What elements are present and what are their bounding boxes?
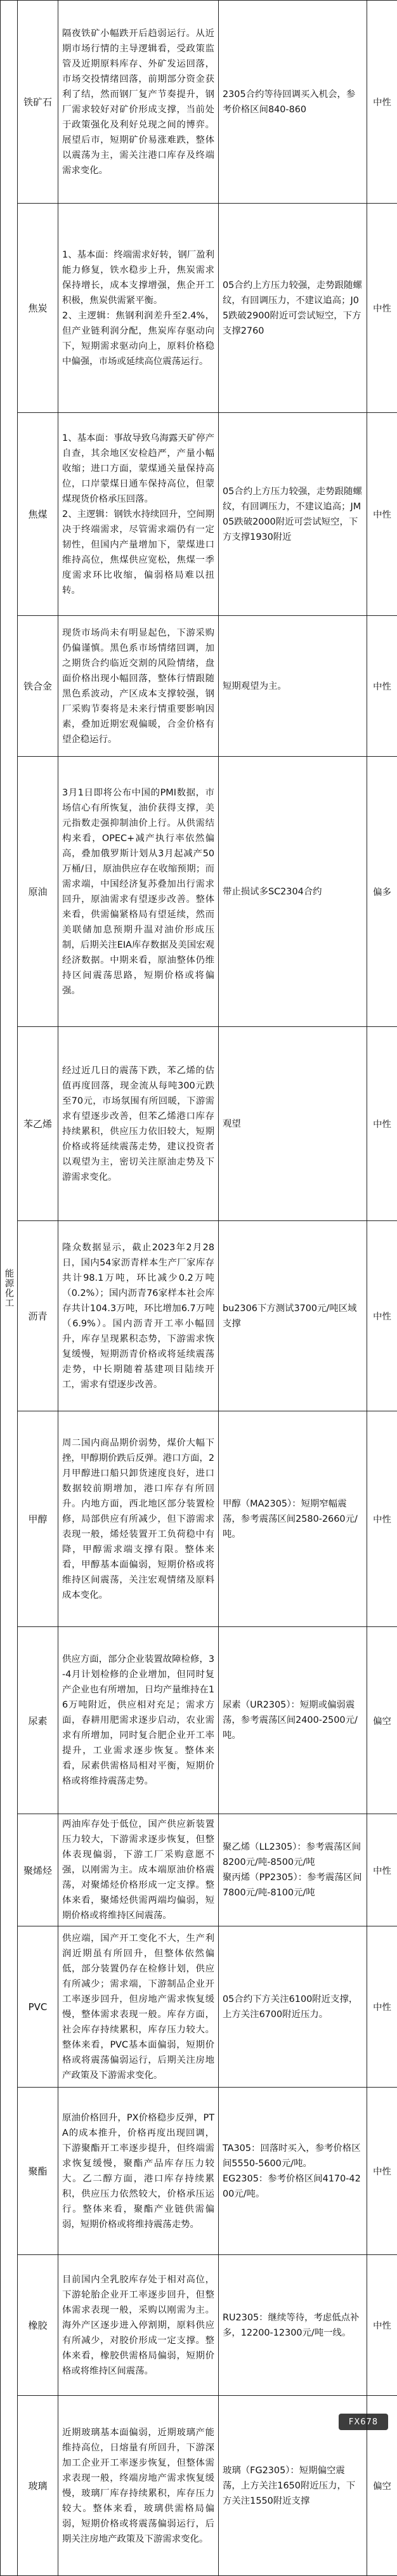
trend-rating: 偏空 — [367, 1627, 397, 1814]
product-name: 聚烯烃 — [18, 1814, 58, 1926]
trend-rating: 中性 — [367, 1, 397, 204]
table-row — [1, 757, 397, 1027]
trend-rating: 中性 — [367, 1027, 397, 1221]
analysis-paragraph: 周二国内商品期价弱势，煤价大幅下挫，甲醇期价跌后反弹。港口方面，2月甲醇进口船只卸货速度良好，进口数据较前期增加，港口库存有所回升。内地方面，西北地区部分装置检修，局部供应有所减少，但下游需求表现一般，烯烃装置开工负荷稳中有降，甲醇需求端支撑有限。整体来看，甲醇基本面偏弱，短期价格或将维持区间震荡，关注宏观情绪及原料成本变化。 — [62, 1435, 214, 1603]
table-row — [1, 2396, 397, 2576]
trend-rating: 中性 — [367, 413, 397, 616]
product-name: 沥青 — [18, 1221, 58, 1411]
strategy-table-body — [1, 1, 397, 2576]
table-row — [1, 1926, 397, 2088]
strategy-paragraph: 05合约下方关注6100附近支撑，上方关注6700附近压力。 — [223, 1992, 363, 2022]
trend-rating: 偏多 — [367, 757, 397, 1027]
market-analysis-cell — [58, 1221, 219, 1411]
strategy-view-cell — [219, 1, 367, 204]
table-row — [1, 1027, 397, 1221]
analysis-paragraph: 经过近几日的震荡下跌，苯乙烯的估值再度回落，现金流从每吨300元跌至70元，市场氛围有所回暖，下游需求有望逐步改善，但苯乙烯港口库存持续累积，供应压力依旧较大，短期价格或将延续震荡走势，建议投资者以观望为主，密切关注原油走势及下游需求变化。 — [62, 1063, 214, 1185]
strategy-view-cell — [219, 2088, 367, 2255]
analysis-paragraph: 两油库存处于低位，国产供应新装置压力较大，下游需求逐步恢复，但整体表现偏弱，下游工厂采购意愿不强，以刚需为主。成本端原油价格震荡，对聚烯烃价格形成一定支撑。整体来看，聚烯烃供需两端均偏弱，短期价格或将维持区间震荡。 — [62, 1817, 214, 1923]
product-name: 焦炭 — [18, 204, 58, 413]
analysis-paragraph: 隔夜铁矿小幅跌开后趋弱运行。从近期市场行情的主导逻辑看，受政策监管及近期原料库存、外矿发运回落，市场交投情绪回落，前期部分资金获利了结，然而钢厂复产节奏提升，钢厂需求较好对矿价形成支撑，当前处于政策强化及利好兑现之间的博弈。展望后市，短期矿价易涨难跌，整体以震荡为主，需关注港口库存及终端需求变化。 — [62, 26, 214, 178]
table-row — [1, 1221, 397, 1411]
table-row — [1, 2088, 397, 2255]
product-name: 原油 — [18, 757, 58, 1027]
trend-rating: 中性 — [367, 1411, 397, 1627]
analysis-paragraph: 2、主逻辑：钢铁水持续回升，空间期决于终端需求，尽管需求端仍有一定韧性，但国内产量增加下，蒙煤进口维持高位，焦煤供应宽松，焦煤一季度需求环比收缩，偏弱格局难以扭转。 — [62, 507, 214, 598]
strategy-paragraph: 甲醇（MA2305）：短期窄幅震荡，参考震荡区间2580-2660元/吨。 — [223, 1496, 363, 1542]
market-analysis-cell — [58, 1, 219, 204]
watermark-logo: FX678 — [339, 2414, 388, 2430]
table-row — [1, 616, 397, 757]
strategy-paragraph: 尿素（UR2305）：短期或偏弱震荡，参考震荡区间2400-2500元/吨。 — [223, 1697, 363, 1743]
table-row — [1, 413, 397, 616]
market-analysis-cell — [58, 2088, 219, 2255]
trend-rating: 中性 — [367, 2088, 397, 2255]
table-row — [1, 1627, 397, 1814]
strategy-paragraph: bu2306下方测试3700元/吨区域支撑 — [223, 1301, 363, 1331]
strategy-paragraph: 带止损试多SC2304合约 — [223, 884, 363, 899]
strategy-paragraph: 观望 — [223, 1116, 363, 1132]
sector-label: 能源化工 — [3, 1269, 16, 1308]
strategy-paragraph: RU2305：继续等待，考虑低点补多，12200-12300元/吨一线。 — [223, 2310, 363, 2341]
table-row — [1, 1814, 397, 1926]
product-name: 铁矿石 — [18, 1, 58, 204]
product-name: 尿素 — [18, 1627, 58, 1814]
sector-cell — [1, 1, 18, 2576]
strategy-view-cell — [219, 1627, 367, 1814]
market-analysis-cell — [58, 2396, 219, 2576]
table-row — [1, 2255, 397, 2396]
analysis-paragraph: 3月1日即将公布中国的PMI数据，市场信心有所恢复，油价获得支撑，美元指数走强抑制油价上行。从供需结构来看，OPEC+减产执行率依然偏高，叠加俄罗斯计划从3月起减产50万桶/日，原油供应存在收缩预期；而需求端，中国经济复苏叠加出行需求回升，原油需求有望逐步改善。整体来看，供需偏紧格局有望延续，然而美联储加息预期升温对油价形成压制，后期关注EIA库存数据及美国宏观经济数据。中期来看，原油整体仍维持区间震荡思路，短期价格或将偏强。 — [62, 785, 214, 998]
strategy-view-cell — [219, 757, 367, 1027]
product-name: PVC — [18, 1926, 58, 2088]
strategy-paragraph: 2305合约等待回调买入机会，参考价格区间840-860 — [223, 87, 363, 117]
strategy-view-cell — [219, 1027, 367, 1221]
analysis-paragraph: 隆众数据显示，截止2023年2月28日，国内54家沥青样本生产厂家库存共计98.1万吨，环比减少0.2万吨（0.2%）；国内沥青76家样本社会库存共计104.3万吨，环比增加6.7万吨（6.9%）。国内沥青开工率小幅回升，库存呈现累积态势，下游需求恢复缓慢，短期沥青价格或将延续震荡走势，中长期随着基建项目陆续开工，需求有望逐步改善。 — [62, 1240, 214, 1392]
market-analysis-cell — [58, 1411, 219, 1627]
analysis-paragraph: 现货市场尚未有明显起色，下游采购仍偏谨慎。黑色系市场情绪回调，加之期货合约临近交割的风险情绪，盘面价格出现小幅回落，整体行情跟随黑色系波动，产区成本支撑较强，钢厂采购节奏将是未来行情重要影响因素，叠加近期宏观偏暖，合金价格有望企稳运行。 — [62, 625, 214, 747]
strategy-paragraph: 聚丙烯（PP2305）：参考震荡区间7800元/吨-8100元/吨 — [223, 1870, 363, 1900]
market-analysis-cell — [58, 1627, 219, 1814]
market-analysis-cell — [58, 1926, 219, 2088]
strategy-view-cell — [219, 413, 367, 616]
product-name: 苯乙烯 — [18, 1027, 58, 1221]
strategy-paragraph: 聚乙烯（LL2305）：参考震荡区间8200元/吨-8500元/吨 — [223, 1840, 363, 1870]
analysis-paragraph: 近期玻璃基本面偏弱，近期玻璃产能维持高位，日熔量有所回升，下游深加工企业开工率逐步恢复，但整体需求表现一般，终端房地产需求恢复缓慢，玻璃厂库存持续累积，库存压力较大。整体来看，玻璃供需格局偏弱，短期价格或将震荡偏弱运行，后期关注房地产政策及下游需求变化。 — [62, 2425, 214, 2547]
strategy-view-cell — [219, 1814, 367, 1926]
analysis-paragraph: 目前国内全乳胶库存处于相对高位，下游轮胎企业开工率逐步回升，但整体需求表现一般，采购以刚需为主。海外产区逐步进入停割期，原料供应有所减少，对胶价形成一定支撑。整体来看，橡胶供需格局偏弱，短期价格或将维持区间震荡。 — [62, 2272, 214, 2379]
strategy-paragraph: 05合约上方压力较强，走势跟随螺纹，有回调压力，不建议追高；JM05跌破2000附近可尝试短空，下方支撑1930附近 — [223, 484, 363, 545]
analysis-paragraph: 供应端，国产开工变化不大，生产利润近期虽有所回升，但整体依然偏低，部分装置仍存在检修计划，供应有所减少；需求端，下游制品企业开工率逐步回升，但房地产需求恢复缓慢，整体需求表现一般。库存方面，社会库存持续累积，库存压力较大。整体来看，PVC基本面偏弱，短期价格或将震荡偏弱运行，后期关注房地产政策及下游需求变化。 — [62, 1931, 214, 2083]
analysis-paragraph: 供应方面，部分企业装置故障检修，3-4月计划检修的企业增加，但同时复产企业也有所增加，日均产量维持在16万吨附近，供应相对充足；需求方面，春耕用肥需求逐步启动，农业需求有所增加，同时复合肥企业开工率提升，工业需求逐步恢复。整体来看，尿素供需格局相对平衡，短期价格或将维持震荡走势。 — [62, 1652, 214, 1789]
trend-rating: 偏空 — [367, 2396, 397, 2576]
trend-rating: 中性 — [367, 2255, 397, 2396]
table-row — [1, 204, 397, 413]
table-row — [1, 1411, 397, 1627]
strategy-paragraph: TA305：回落时买入，参考价格区间5550-5600元/吨。 — [223, 2141, 363, 2171]
strategy-paragraph: 短期观望为主。 — [223, 679, 363, 694]
strategy-view-cell — [219, 616, 367, 757]
market-analysis-cell — [58, 2255, 219, 2396]
market-analysis-cell — [58, 204, 219, 413]
product-name: 聚酯 — [18, 2088, 58, 2255]
trend-rating: 中性 — [367, 204, 397, 413]
market-analysis-cell — [58, 1027, 219, 1221]
strategy-view-cell — [219, 1221, 367, 1411]
strategy-paragraph: EG2305：参考价格区间4170-4200元/吨。 — [223, 2171, 363, 2202]
strategy-view-cell — [219, 1411, 367, 1627]
analysis-paragraph: 1、基本面：事故导致乌海露天矿停产自查，其余地区安检趋严，产量小幅收缩；进口方面，蒙煤通关量保持高位，口岸蒙煤日通车保持高位，但蒙煤现货价格承压回落。 — [62, 431, 214, 507]
strategy-view-cell — [219, 1926, 367, 2088]
market-analysis-cell — [58, 413, 219, 616]
strategy-paragraph: 05合约上方压力较强，走势跟随螺纹，有回调压力，不建议追高；J05跌破2900附近可尝试短空，下方支撑2760 — [223, 278, 363, 339]
market-analysis-cell — [58, 1814, 219, 1926]
analysis-paragraph: 1、基本面：终端需求好转，钢厂盈利能力修复，铁水稳步上升，焦炭需求保持增长，成本支撑增强，焦企开工积极，焦炭供需紧平衡。 — [62, 247, 214, 308]
analysis-paragraph: 原油价格回升，PX价格稳步反弹，PTA的成本推升，价格再度出现回调，下游聚酯开工率逐步提升，但终端需求恢复缓慢，聚酯产品库存压力较大。乙二醇方面，港口库存持续累积，供应压力依然较大，价格承压运行。整体来看，聚酯产业链供需偏弱，短期价格或将维持震荡走势。 — [62, 2110, 214, 2232]
market-analysis-cell — [58, 757, 219, 1027]
product-name: 焦煤 — [18, 413, 58, 616]
product-name: 橡胶 — [18, 2255, 58, 2396]
strategy-view-cell — [219, 2255, 367, 2396]
table-row — [1, 1, 397, 204]
strategy-paragraph: 玻璃（FG2305）：短期偏空震荡，上方关注1650附近压力，下方关注1550附近支撑 — [223, 2463, 363, 2509]
analysis-paragraph: 2、主逻辑：焦钢利润差升至2.4%，但产业链利润分配，焦炭库存驱动向下，短期需求驱动向上，原料价格稳中偏强，市场或延续高位震荡运行。 — [62, 308, 214, 369]
market-analysis-cell — [58, 616, 219, 757]
trend-rating: 中性 — [367, 1221, 397, 1411]
product-name: 铁合金 — [18, 616, 58, 757]
product-name: 玻璃 — [18, 2396, 58, 2576]
product-name: 甲醇 — [18, 1411, 58, 1627]
trend-rating: 中性 — [367, 616, 397, 757]
trend-rating: 中性 — [367, 1814, 397, 1926]
trend-rating: 中性 — [367, 1926, 397, 2088]
strategy-view-cell — [219, 204, 367, 413]
